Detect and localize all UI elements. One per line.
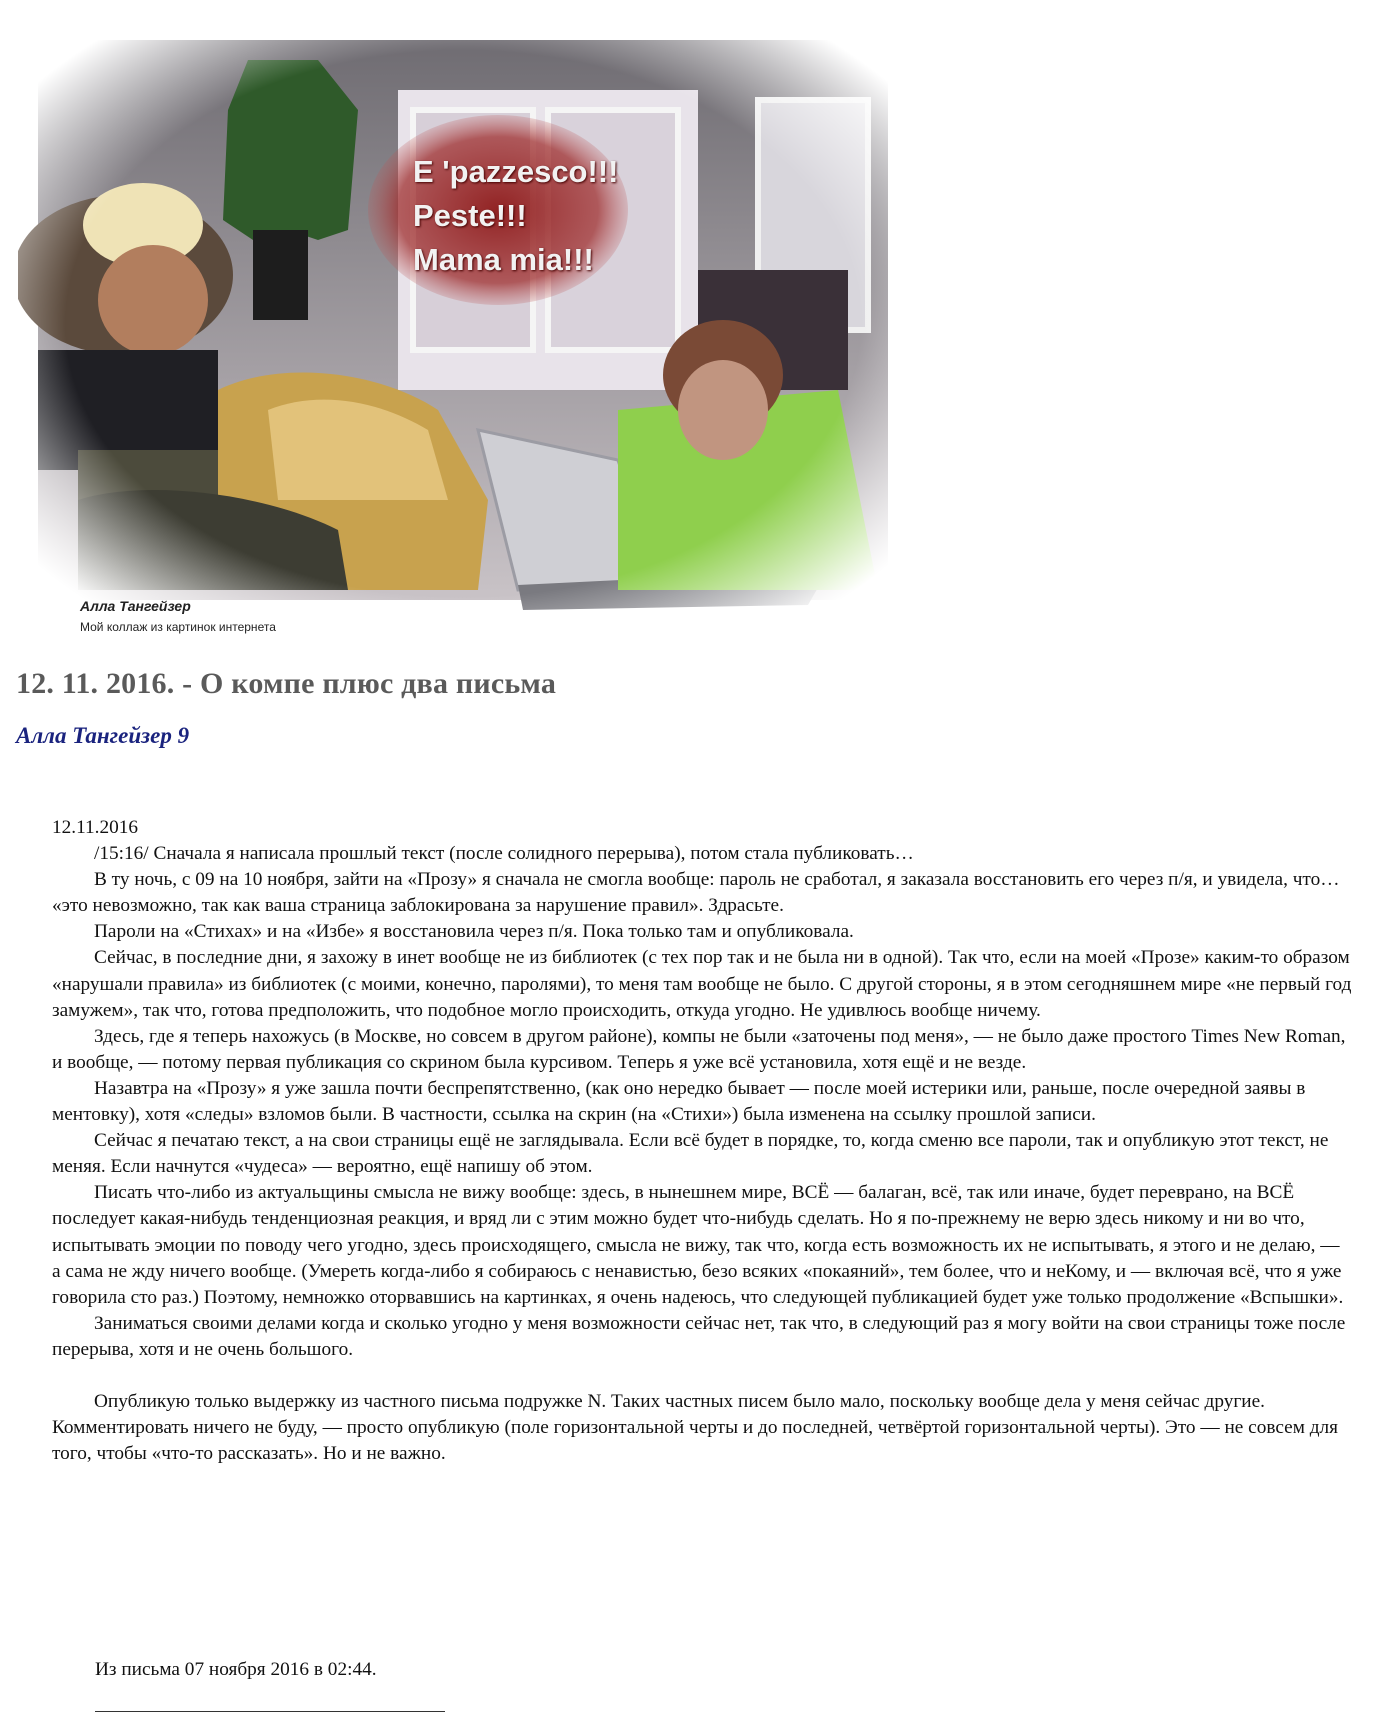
paragraph: Сейчас я печатаю текст, а на свои страницы ещё не заглядывала. Если всё будет в порядке, то, когда сменю все пароли, так и опубликую этот текст, не меняя. Если начнутся «чудеса» — вероятно, ещё напишу об этом.	[52, 1130, 1329, 1178]
paragraph: Опубликую только выдержку из частного письма подружке N. Таких частных писем было мало, поскольку вообще дела у меня сейчас другие. Комментировать ничего не буду, — просто опубликую (поле горизонтальной черты и до последней, четвёртой горизонтальной черты). Это — не совсем для того, чтобы «что-то рассказать». Но и не важно.	[52, 1390, 1339, 1465]
paragraph: Пароли на «Стихах» и на «Избе» я восстановила через п/я. Пока только там и опубликовала.	[94, 921, 854, 943]
paragraph: В ту ночь, с 09 на 10 ноября, зайти на «Прозу» я сначала не смогла вообще: пароль не сработал, я заказала восстановить его через п/я, и увидела, что… «это невозможно, так как ваша страница заблокирована за нарушение правил». Здрасьте.	[52, 869, 1340, 917]
article-body	[52, 815, 1352, 1467]
collage-overlay-text	[413, 150, 618, 282]
collage-caption: Мой коллаж из картинок интернета	[80, 620, 276, 634]
article-date: 12.11.2016	[52, 817, 139, 838]
paragraph: Писать что-либо из актуальщины смысла не вижу вообще: здесь, в нынешнем мире, ВСЁ — балаган, всё, так или иначе, будет переврано, на ВСЁ последует какая-нибудь тенденциозная реакция, и вряд ли с этим можно будет что-нибудь сделать. Но я по-прежнему не верю здесь никому и ни во что, испытывать эмоции по поводу чего угодно, здесь происходящего, смысла не вижу, так что, когда есть возможность их не испытывать, я этого и не делаю, — а сама не жду ничего вообще. (Умереть когда-либо я собираюсь с ненавистью, безо всяких «покаяний», тем более, что и неКому, и — включая всё, что я уже говорила сто раз.) Поэтому, немножко оторвавшись на картинках, я очень надеюсь, что следующей публикацией будет уже только продолжение «Вспышки».	[52, 1182, 1344, 1308]
overlay-line: Mama mia!!!	[413, 242, 594, 277]
collage-signature: Алла Тангейзер	[80, 598, 191, 614]
paragraph: Сейчас, в последние дни, я захожу в инет вообще не из библиотек (с тех пор так и не была ни в одной). Так что, если на моей «Прозе» каким-то образом «нарушали правила» из библиотек (с моими, конечно, паролями), то меня там вообще не было. С другой стороны, я в этом сегодняшнем мире «не первый год замужем», так что, готова предположить, что подобное могло происходить, откуда угодно. Не удивлюсь вообще ничему.	[52, 947, 1352, 1021]
letter-heading: Из письма 07 ноября 2016 в 02:44.	[95, 1659, 377, 1680]
page-title: 12. 11. 2016. - О компе плюс два письма	[16, 667, 557, 700]
author-link[interactable]: Алла Тангейзер 9	[16, 723, 190, 748]
collage-illustration	[18, 30, 908, 642]
paragraph: Назавтра на «Прозу» я уже зашла почти беспрепятственно, (как оно нередко бывает — после моей истерики или, раньше, после очередной заявы в ментовку), хотя «следы» взломов были. В частности, ссылка на скрин (на «Стихи») была изменена на ссылку прошлой записи.	[52, 1077, 1306, 1126]
paragraph: Заниматься своими делами когда и сколько угодно у меня возможности сейчас нет, так что, в следующий раз я могу войти на свои страницы тоже после перерыва, хотя и не очень большого.	[52, 1312, 1346, 1360]
paragraph-gap	[52, 1363, 1352, 1389]
overlay-line: Peste!!!	[413, 198, 527, 233]
collage-image	[18, 30, 908, 642]
horizontal-rule	[95, 1711, 445, 1712]
overlay-line: E 'pazzesco!!!	[413, 154, 619, 189]
paragraph: Здесь, где я теперь нахожусь (в Москве, но совсем в другом районе), компы не были «заточены под меня», — не было даже простого Times New Roman, и вообще, — потому первая публикация со скрином была курсивом. Теперь я уже всё установила, хотя ещё и не везде.	[52, 1025, 1346, 1073]
paragraph: /15:16/ Сначала я написала прошлый текст (после солидного перерыва), потом стала публиковать…	[94, 843, 914, 865]
